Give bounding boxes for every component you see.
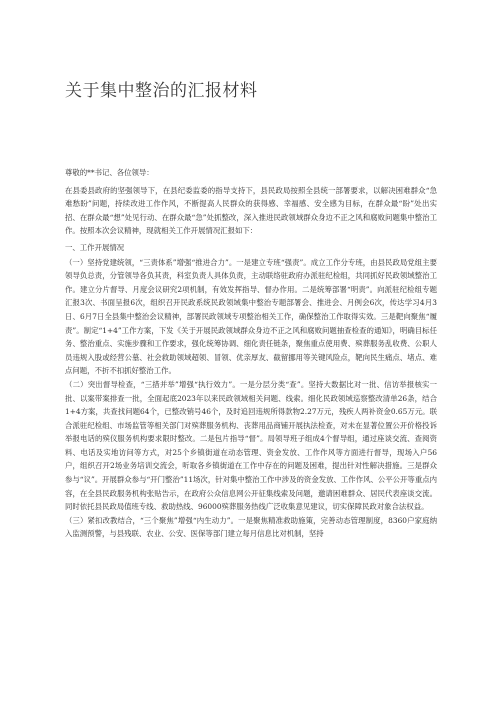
document-title: 关于集中整治的汇报材料 (65, 81, 258, 101)
section-paragraph-2: （二）突出督导检查，“三措并举”增强“执行效力”。一是分层分类“查”。坚持大数据比对一批、信访举报核实一批、以案带案排查一批，全面起底2023年以来民政领域相关问题、线索。细化民政领域巡察整改清单26条，结合1+4方案，共查找问题64个，已整改销号46个，及时追回违规所得款物2.27万元，残疾人两补资金0.65万元。联合派驻纪检组、市场监管等相关部门对殡葬服务机构、丧葬用品商铺开展执法检查，对未在显著位置公开价格投诉举报电话的殡仪服务机构要求限时整改。二是包片指导“督”。局领导班子组成4个督导组，通过座谈交流、查阅资料、电话及实地访问等方式，对25个乡镇街道在动态管理、资金发放、工作作风等方面进行督导，现场入户56户，组织召开2场业务培训交流会，听取各乡镇街道在工作中存在的问题及困难，提出针对性解决措施。三是群众参与“议”。开展群众参与“开门整治”11场次，针对集中整治工作中涉及的资金发放、工作作风、公平公开等重点内容，在全县民政服务机构张贴告示，在政府公众信息网公开征集线索及问题，邀请困难群众、居民代表座谈交流。同时依托县民政局值班专线、救助热线、96000殡葬服务热线广泛收集意见建议，切实保障民政对象合法权益。 (65, 379, 437, 512)
greeting: 尊敬的**书记、各位领导： (65, 168, 154, 177)
document-body (65, 166, 437, 541)
intro-paragraph: 在县委县政府的坚强领导下，在县纪委监委的指导支持下，县民政局按照全县统一部署要求，以解决困难群众“急难愁盼”问题，持续改进工作作风，不断提高人民群众的获得感、幸福感、安全感为目标，在群众最“盼”处出实招、在群众最“想”处见行动、在群众最“急”处抓整改，深入推进民政领域群众身边不正之风和腐败问题集中整治工作。按照本次会议精神，现就相关工作开展情况汇报如下： (65, 185, 437, 236)
section-heading: 一、工作开展情况 (65, 242, 125, 252)
section-paragraph-3: （三）紧扣改教结合，“三个聚焦”增强“内生动力”。一是聚焦精准救助施策，完善动态管理制度，8360户家庭纳入监测预警，与县残联、农业、公安、医保等部门建立每月信息比对机制，坚持 (65, 515, 437, 539)
section-paragraph-1: （一）坚持党建统领，“三责体系”增强“推进合力”。一是建立专班“强责”。成立工作分专班，由县民政局党组主要领导负总责，分管领导各负其责，科室负责人具体负责，主动联络驻政府办派驻纪检组，共同抓好民政领域整治工作。建立分片督导、月度会议研究2项机制，有效发挥指导、督办作用。二是统筹部署“明责”。向派驻纪检组专题汇报3次、书面呈报6次，组织召开民政系统民政领域集中整治专题部署会、推进会、月例会6次，传达学习4月3日、6月7日全县集中整治会议精神，部署民政领域专项整治相关工作，确保整治工作取得实效。三是靶向聚焦“履责”。制定“1+4”工作方案，下发《关于开展民政领域群众身边不正之风和腐败问题抽查检查的通知》，明确目标任务、整治重点、实施步骤和工作要求，强化统筹协调、细化责任链条，聚焦重点使用费、殡葬服务乱收费、公职人员违规入股或经营公墓、社会救助领域超领、冒领、优亲厚友、截留挪用等关键风险点，靶向民生痛点、堵点、难点问题，不折不扣抓好整治工作。 (65, 257, 438, 376)
